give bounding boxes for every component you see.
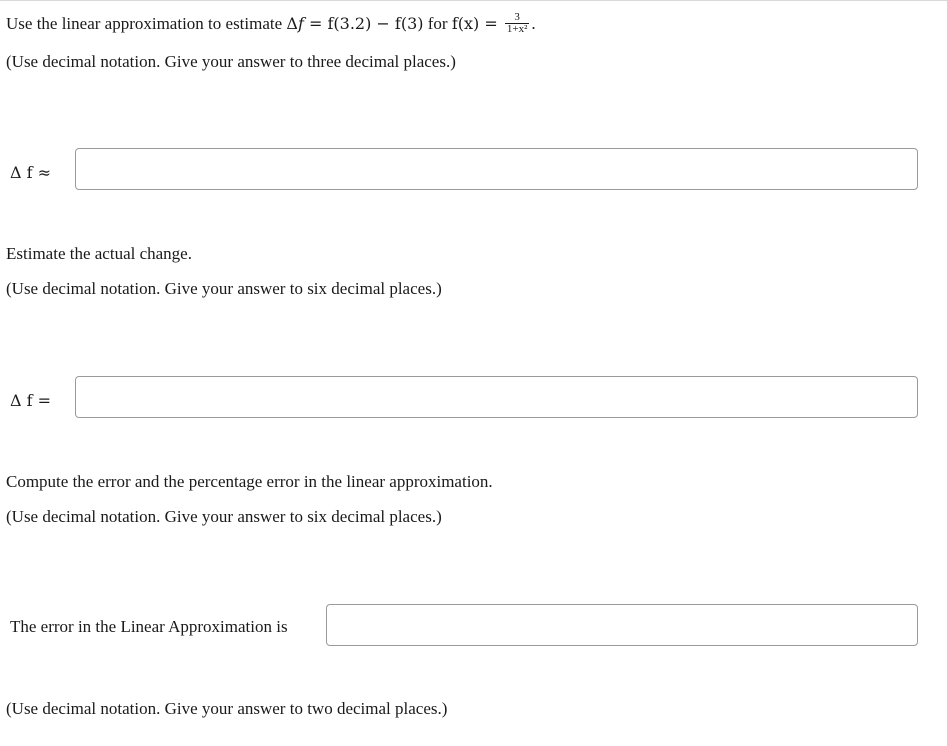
equals-sign-2: = xyxy=(479,14,503,33)
part2-instruction: (Use decimal notation. Give your answer to six decimal places.) xyxy=(6,279,442,298)
minus-sign: − xyxy=(371,14,395,33)
fraction-denominator: 1+x² xyxy=(506,22,528,35)
question-text xyxy=(6,10,536,37)
function-fraction xyxy=(505,12,530,35)
f-at-3-2: f(3.2) xyxy=(327,14,372,33)
part4-instruction: (Use decimal notation. Give your answer to two decimal places.) xyxy=(6,699,448,718)
question-intro: Use the linear approximation to estimate xyxy=(6,14,283,33)
f-at-3: f(3) xyxy=(394,14,424,33)
part2-label: Δ f = xyxy=(10,391,52,410)
f-of-x: f(x) xyxy=(451,14,480,33)
part2-prompt: Estimate the actual change. xyxy=(6,244,192,263)
delta-f-approx-input[interactable] xyxy=(75,148,918,190)
part1-label: Δ f ≈ xyxy=(10,163,52,182)
equals-sign: = xyxy=(303,14,328,33)
delta-symbol: Δ xyxy=(286,14,298,33)
part1-instruction: (Use decimal notation. Give your answer to three decimal places.) xyxy=(6,52,456,71)
part3-instruction: (Use decimal notation. Give your answer to six decimal places.) xyxy=(6,507,442,526)
top-divider xyxy=(0,0,947,1)
part3-label: The error in the Linear Approximation is xyxy=(10,617,288,636)
delta-f-actual-input[interactable] xyxy=(75,376,918,418)
f-symbol: f xyxy=(297,14,304,33)
for-word: for xyxy=(423,14,452,33)
fraction-numerator: 3 xyxy=(505,12,530,24)
question-period: . xyxy=(531,14,536,33)
error-input[interactable] xyxy=(326,604,918,646)
part3-prompt: Compute the error and the percentage error in the linear approximation. xyxy=(6,472,493,491)
